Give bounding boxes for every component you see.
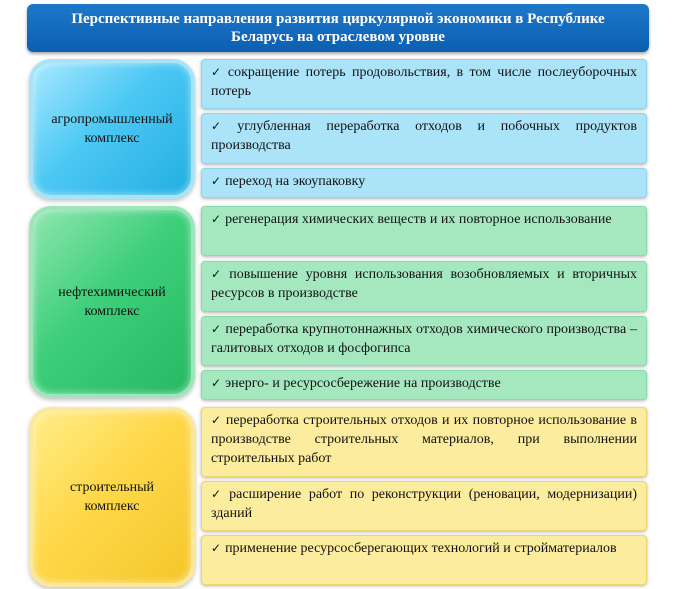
check-icon: ✓ <box>211 65 224 79</box>
check-icon: ✓ <box>211 322 222 336</box>
sector-petrochemical: нефтехимический комплекс <box>29 206 195 398</box>
direction-text: применение ресурсосберегающих технологий и стройматериалов <box>225 541 617 556</box>
direction-text: энерго- и ресурсосбережение на производстве <box>225 376 501 391</box>
direction-text: регенерация химических веществ и их повторное использование <box>225 212 612 227</box>
direction-item <box>201 535 647 585</box>
check-icon: ✓ <box>211 119 234 133</box>
diagram-title: Перспективные направления развития циркулярной экономики в Республике Беларусь на отраслевом уровне <box>27 4 649 52</box>
direction-item <box>201 261 647 312</box>
direction-item <box>201 168 647 198</box>
check-icon: ✓ <box>211 541 222 555</box>
direction-text: сокращение потерь продовольствия, в том числе послеуборочных потерь <box>211 65 637 99</box>
direction-item <box>201 316 647 366</box>
direction-item <box>201 481 647 531</box>
direction-item <box>201 206 647 256</box>
check-icon: ✓ <box>211 413 222 427</box>
direction-text: переход на экоупаковку <box>225 174 366 189</box>
direction-item <box>201 113 647 164</box>
direction-text: переработка крупнотоннажных отходов химического производства – галитовых отходов и фосфогипса <box>211 322 637 356</box>
direction-item <box>201 59 647 109</box>
direction-text: переработка строительных отходов и их повторное использование в производстве строительных материалов, при выполнении строительных работ <box>211 413 637 466</box>
sector-agro: агропромышленный комплекс <box>29 59 195 199</box>
check-icon: ✓ <box>211 267 226 281</box>
direction-item <box>201 407 647 477</box>
check-icon: ✓ <box>211 487 226 501</box>
check-icon: ✓ <box>211 376 222 390</box>
direction-text: углубленная переработка отходов и побочных продуктов производства <box>211 119 637 153</box>
direction-text: расширение работ по реконструкции (реновации, модернизации) зданий <box>211 487 637 521</box>
direction-item <box>201 370 647 400</box>
direction-text: повышение уровня использования возобновляемых и вторичных ресурсов в производстве <box>211 267 637 301</box>
check-icon: ✓ <box>211 174 222 188</box>
check-icon: ✓ <box>211 212 222 226</box>
sector-construction: строительный комплекс <box>29 407 195 587</box>
